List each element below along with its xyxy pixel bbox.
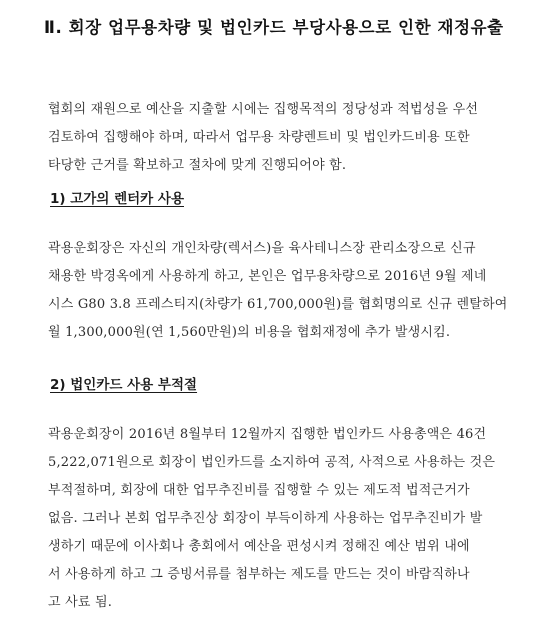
paragraph-line: 곽용운회장이 2016년 8월부터 12월까지 집행한 법인카드 사용총액은 46건 — [48, 427, 487, 442]
paragraph-line: 월 1,300,000원(연 1,560만원)의 비용을 협회재정에 추가 발생시킴. — [48, 325, 451, 340]
section-heading-corporate-card: 2) 법인카드 사용 부적절 — [50, 377, 198, 393]
paragraph-line: 곽용운회장은 자신의 개인차량(렉서스)을 육사테니스장 관리소장으로 신규 — [48, 241, 476, 256]
paragraph-line: 채용한 박경옥에게 사용하게 하고, 본인은 업무용차량으로 2016년 9월 제네 — [48, 269, 487, 284]
section-paragraph-rental-car — [48, 235, 528, 347]
paragraph-line: 5,222,071원으로 회장이 법인카드를 소지하여 공적, 사적으로 사용하는 것은 — [48, 455, 496, 470]
paragraph-line: 부적절하며, 회장에 대한 업무추진비를 집행할 수 있는 제도적 법적근거가 — [48, 483, 470, 498]
paragraph-line: 생하기 때문에 이사회나 총회에서 예산을 편성시켜 정해진 예산 범위 내에 — [48, 539, 470, 554]
intro-line: 협회의 재원으로 예산을 지출할 시에는 집행목적의 정당성과 적법성을 우선 — [48, 102, 479, 117]
paragraph-line: 시스 G80 3.8 프레스티지(차량가 61,700,000원)를 협회명의로 신규 렌탈하여 — [48, 297, 508, 312]
section-paragraph-corporate-card — [48, 421, 528, 617]
paragraph-line: 고 사료 됨. — [48, 595, 113, 610]
section-heading-rental-car: 1) 고가의 렌터카 사용 — [50, 191, 184, 207]
intro-paragraph — [48, 96, 528, 180]
paragraph-line: 없음. 그러나 본회 업무추진상 회장이 부득이하게 사용하는 업무추진비가 발 — [48, 511, 483, 526]
paragraph-line: 서 사용하게 하고 그 증빙서류를 첨부하는 제도를 만드는 것이 바람직하나 — [48, 567, 470, 582]
intro-line: 검토하여 집행해야 하며, 따라서 업무용 차량렌트비 및 법인카드비용 또한 — [48, 130, 470, 145]
document-title: Ⅱ. 회장 업무용차량 및 법인카드 부당사용으로 인한 재정유출 — [44, 18, 504, 37]
intro-line: 타당한 근거를 확보하고 절차에 맞게 진행되어야 함. — [48, 158, 347, 173]
